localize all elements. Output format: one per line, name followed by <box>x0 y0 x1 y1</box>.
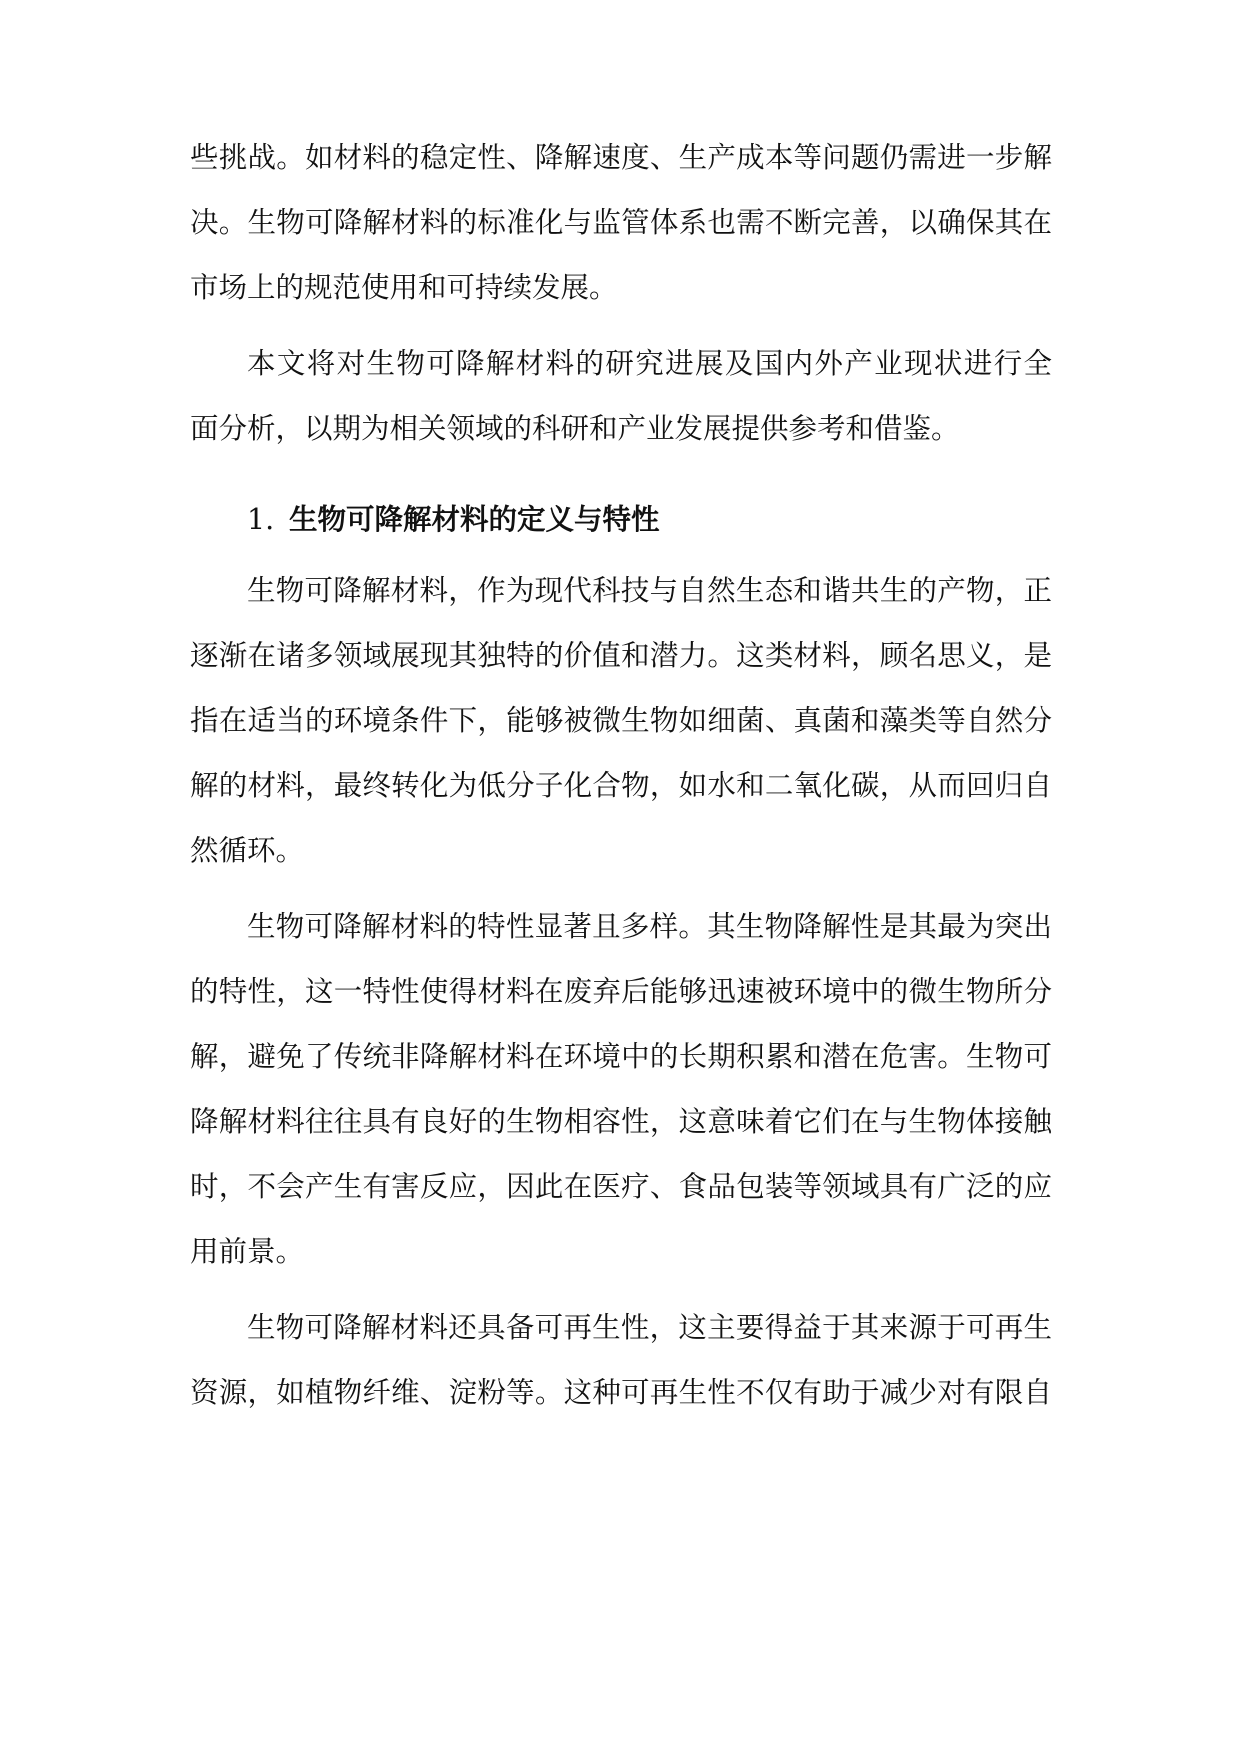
paragraph-line: 解的材料，最终转化为低分子化合物，如水和二氧化碳，从而回归自 <box>190 769 1052 802</box>
paragraph-line: 生物可降解材料还具备可再生性，这主要得益于其来源于可再生 <box>247 1311 1052 1344</box>
paragraph-line: 市场上的规范使用和可持续发展。 <box>190 271 618 304</box>
paragraph-line: 降解材料往往具有良好的生物相容性，这意味着它们在与生物体接触 <box>190 1105 1052 1138</box>
section-heading <box>247 499 660 539</box>
paragraph-line: 然循环。 <box>190 834 305 867</box>
section-title: 生物可降解材料的定义与特性 <box>289 502 660 536</box>
paragraph-line: 用前景。 <box>190 1235 305 1268</box>
section-number: 1. <box>247 503 275 536</box>
paragraph-line: 决。生物可降解材料的标准化与监管体系也需不断完善，以确保其在 <box>190 206 1052 239</box>
paragraph-line: 面分析，以期为相关领域的科研和产业发展提供参考和借鉴。 <box>190 412 960 445</box>
paragraph-line: 生物可降解材料，作为现代科技与自然生态和谐共生的产物，正 <box>247 574 1052 607</box>
paragraph-line: 时，不会产生有害反应，因此在医疗、食品包装等领域具有广泛的应 <box>190 1170 1052 1203</box>
paragraph-line: 生物可降解材料的特性显著且多样。其生物降解性是其最为突出 <box>247 910 1052 943</box>
paragraph-line: 的特性，这一特性使得材料在废弃后能够迅速被环境中的微生物所分 <box>190 975 1052 1008</box>
paragraph-line: 本文将对生物可降解材料的研究进展及国内外产业现状进行全 <box>247 347 1052 380</box>
paragraph-line: 指在适当的环境条件下，能够被微生物如细菌、真菌和藻类等自然分 <box>190 704 1052 737</box>
paragraph-line: 逐渐在诸多领域展现其独特的价值和潜力。这类材料，顾名思义，是 <box>190 639 1052 672</box>
paragraph-line: 些挑战。如材料的稳定性、降解速度、生产成本等问题仍需进一步解 <box>190 141 1052 174</box>
paragraph-line: 解，避免了传统非降解材料在环境中的长期积累和潜在危害。生物可 <box>190 1040 1052 1073</box>
paragraph-line: 资源，如植物纤维、淀粉等。这种可再生性不仅有助于减少对有限自 <box>190 1376 1052 1409</box>
